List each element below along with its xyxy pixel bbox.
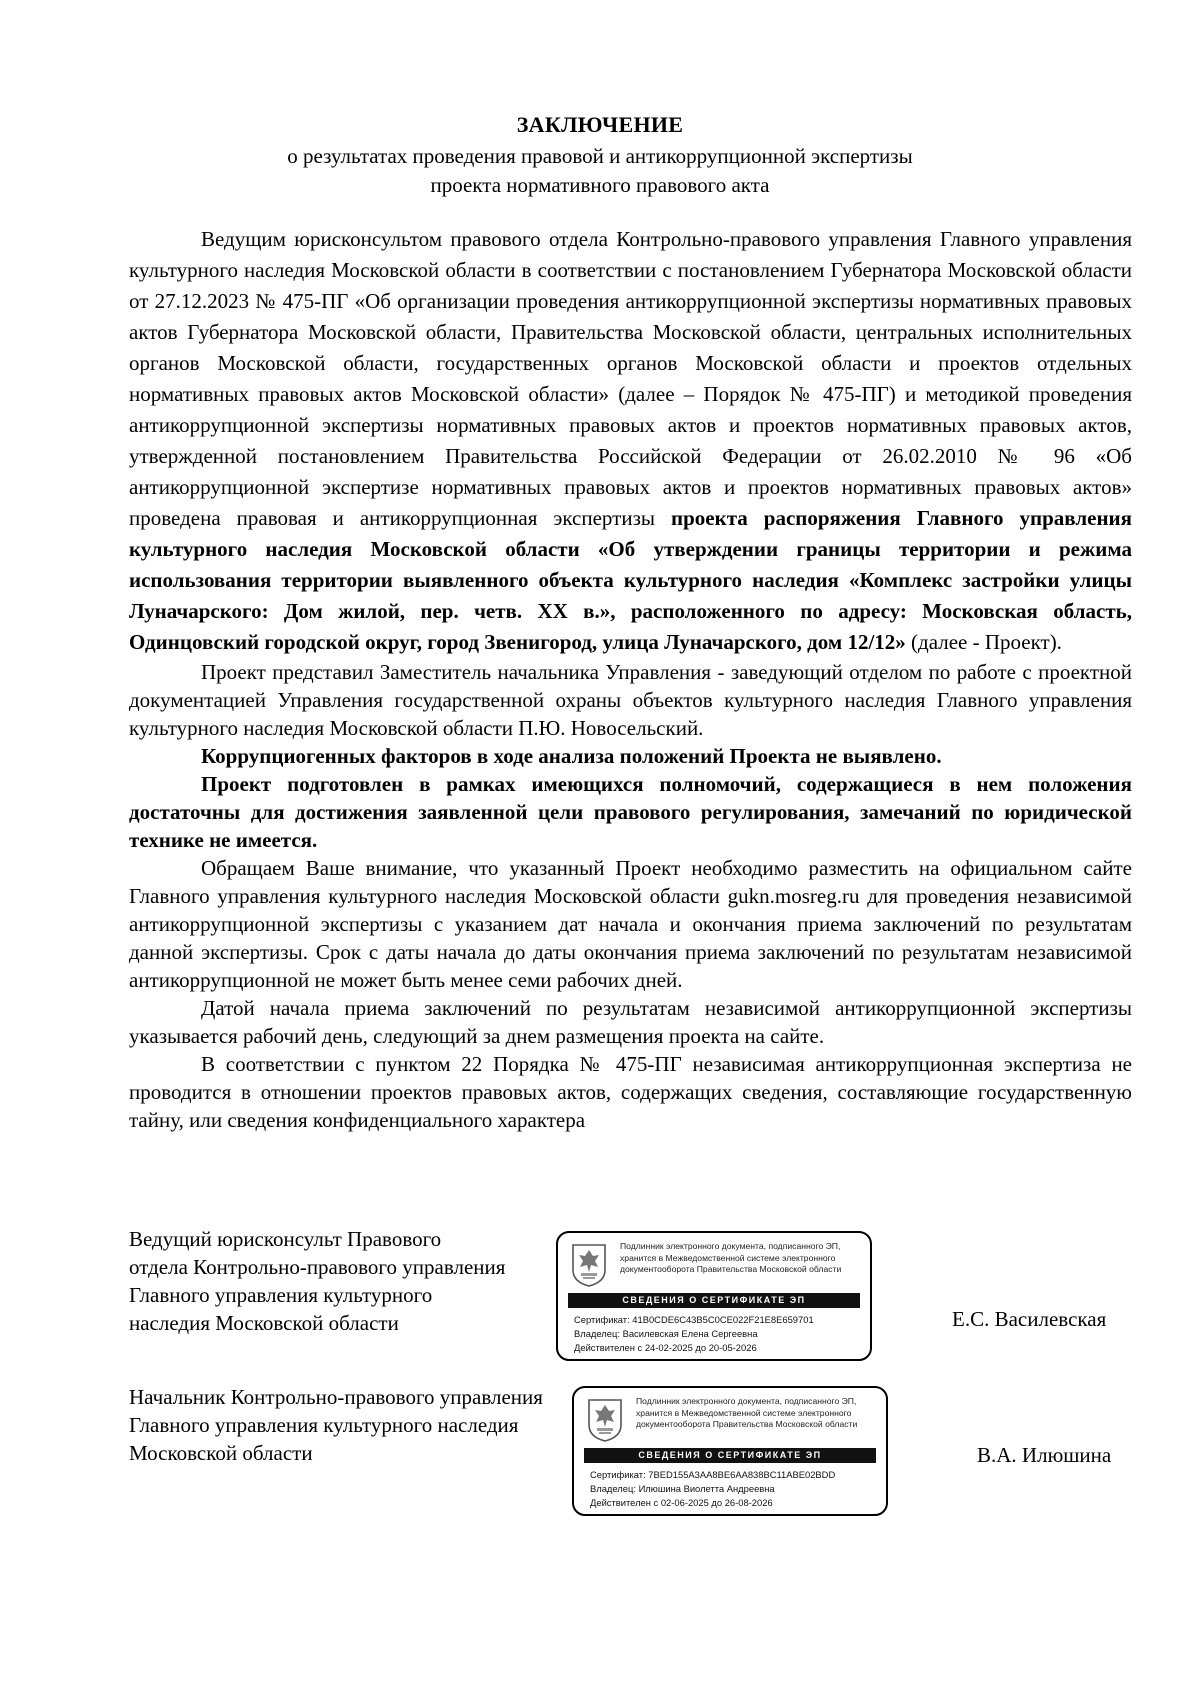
stamp-notice-line: документооборота Правительства Московской области [636, 1419, 858, 1429]
paragraph-1-text: Ведущим юрисконсультом правового отдела Контрольно-правового управления Главного управления культурного наследия Московской области в соответствии с постановлением Губернатора Московской области от 27.12.2023 № 475-ПГ «Об организации проведения антикоррупционной экспертизы нормативных правовых актов Губернатора Московской области, Правительства Московской области, центральных исполнительных органов Московской области, государственных органов Московской области и проектов отдельных нормативных правовых актов Московской области» (далее – Порядок № 475-ПГ) и методикой проведения антикоррупционной экспертизы нормативных правовых актов и проектов нормативных правовых актов, утвержденной постановлением Правительства Российской Федерации от 26.02.2010 № 96 «Об антикоррупционной экспертизе нормативных правовых актов и проектов нормативных правовых актов» проведена правовая и антикоррупционная экспертизы [129, 227, 1132, 530]
signer-1-position-line: Ведущий юрисконсульт Правового [129, 1227, 442, 1251]
stamp-certificate-validity: Действителен с 02-06-2025 до 26-08-2026 [590, 1497, 773, 1508]
stamp-certificate-owner: Владелец: Василевская Елена Сергеевна [574, 1328, 758, 1339]
signer-1-position-line: наследия Московской области [129, 1311, 399, 1335]
stamp-notice-line: хранится в Межведомственной системе электронного [636, 1407, 852, 1418]
stamp-certificate-header: СВЕДЕНИЯ О СЕРТИФИКАТЕ ЭП [584, 1448, 876, 1463]
paragraph-1 [129, 224, 1132, 658]
stamp-certificate-info [574, 1313, 864, 1355]
paragraph-3: Коррупциогенных факторов в ходе анализа положений Проекта не выявлено. [201, 744, 942, 768]
stamp-notice-line: документооборота Правительства Московской области [620, 1264, 842, 1274]
stamp-certificate-validity: Действителен с 24-02-2025 до 20-05-2026 [574, 1342, 757, 1353]
stamp-notice-line: Подлинник электронного документа, подписанного ЭП, [636, 1396, 857, 1406]
paragraph-1-bold: проекта распоряжения Главного управления культурного наследия Московской области «Об утверждении границы территории и режима использования территории выявленного объекта культурного наследия «Комплекс застройки улицы Луначарского: Дом жилой, пер. четв. XX в.», расположенного по адресу: Московская область, Одинцовский городской округ, город Звенигород, улица Луначарского, дом 12/12» [129, 506, 1132, 654]
stamp-notice-line: хранится в Межведомственной системе электронного [620, 1252, 836, 1263]
signer-2-name: В.А. Илюшина [977, 1443, 1112, 1467]
stamp-notice [636, 1396, 876, 1431]
signer-1-position-line: Главного управления культурного [129, 1283, 433, 1307]
stamp-certificate-owner: Владелец: Илюшина Виолетта Андреевна [590, 1483, 775, 1494]
coat-of-arms-icon [570, 1242, 608, 1288]
signer-2-signature-stamp [572, 1386, 888, 1516]
signer-2-position [129, 1383, 543, 1467]
paragraph-4: Проект подготовлен в рамках имеющихся полномочий, содержащиеся в нем положения достаточны для достижения заявленной цели правового регулирования, замечаний по юридической технике не имеется. [129, 772, 1132, 852]
signer-1-position-line: отдела Контрольно-правового управления [129, 1255, 506, 1279]
signer-1-name: Е.С. Василевская [952, 1307, 1107, 1331]
stamp-certificate-header: СВЕДЕНИЯ О СЕРТИФИКАТЕ ЭП [568, 1293, 860, 1308]
signer-2-position-line: Начальник Контрольно-правового управления [129, 1385, 543, 1409]
document-subtitle [0, 142, 1200, 200]
subtitle-line-1: о результатах проведения правовой и антикоррупционной экспертизы [287, 144, 913, 168]
coat-of-arms-icon [586, 1397, 624, 1443]
paragraph-1-tail: (далее - Проект). [905, 630, 1062, 654]
stamp-certificate-number: Сертификат: 41B0CDE6C43B5C0CE022F21E8E659701 [574, 1314, 814, 1325]
stamp-notice-line: Подлинник электронного документа, подписанного ЭП, [620, 1241, 841, 1251]
paragraph-5: Обращаем Ваше внимание, что указанный Проект необходимо разместить на официальном сайте Главного управления культурного наследия Московской области gukn.mosreg.ru для проведения независимой антикоррупционной экспертизы с указанием дат начала и окончания приема заключений по результатам данной экспертизы. Срок с даты начала до даты окончания приема заключений по результатам независимой антикоррупционной не может быть менее семи рабочих дней. [129, 856, 1132, 992]
document-title: ЗАКЛЮЧЕНИЕ [516, 112, 684, 137]
document-body [129, 224, 1132, 1134]
paragraph-7: В соответствии с пунктом 22 Порядка № 475-ПГ независимая антикоррупционная экспертиза не проводится в отношении проектов правовых актов, содержащих сведения, составляющие государственную тайну, или сведения конфиденциального характера [129, 1052, 1132, 1132]
stamp-certificate-number: Сертификат: 7BED155A3AA8BE6AA838BC11ABE02BDD [590, 1469, 836, 1480]
signer-1-position [129, 1225, 505, 1337]
paragraph-2: Проект представил Заместитель начальника Управления - заведующий отделом по работе с проектной документацией Управления государственной охраны объектов культурного наследия Главного управления культурного наследия Московской области П.Ю. Новосельский. [129, 660, 1132, 740]
stamp-notice [620, 1241, 860, 1276]
signer-2-position-line: Главного управления культурного наследия [129, 1413, 519, 1437]
paragraph-6: Датой начала приема заключений по результатам независимой антикоррупционной экспертизы указывается рабочий день, следующий за днем размещения проекта на сайте. [129, 996, 1132, 1048]
signer-2-position-line: Московской области [129, 1441, 313, 1465]
subtitle-line-2: проекта нормативного правового акта [430, 173, 770, 197]
signer-1-signature-stamp [556, 1231, 872, 1361]
stamp-certificate-info [590, 1468, 880, 1510]
